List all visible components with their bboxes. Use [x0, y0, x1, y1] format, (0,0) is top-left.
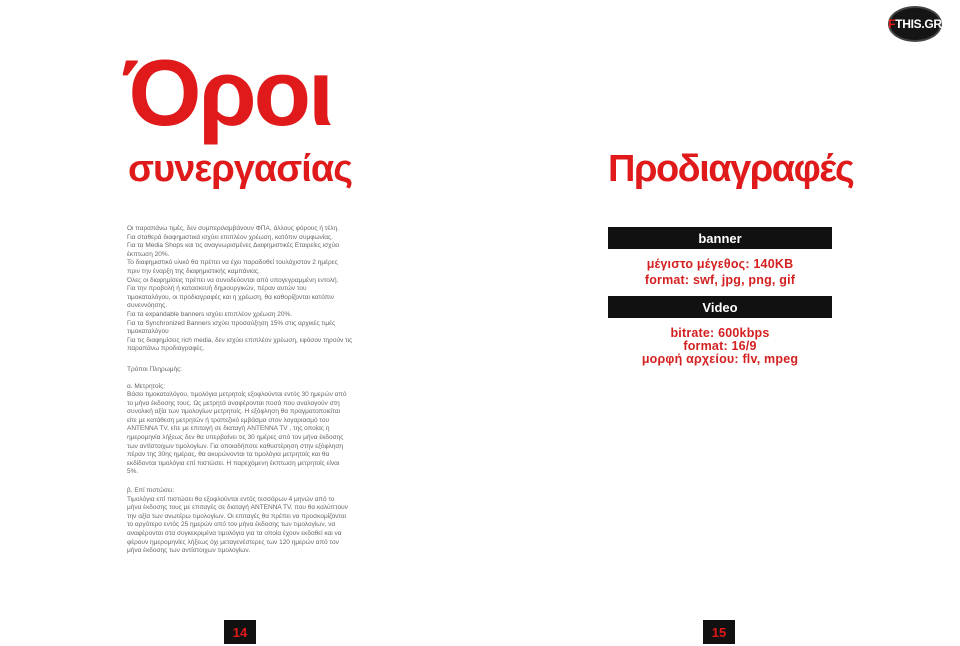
video-spec-line: μορφή αρχείου: flv, mpeg	[641, 352, 799, 366]
terms-line: Τρόποι Πληρωμής:	[127, 365, 183, 373]
terms-line: ημερομηνία λήξεως δεν θα υπερβαίνει τις 30 ημέρες από τον μήνα έκδοσης	[127, 434, 344, 442]
terms-line: πέραν της 30ης ημέρας, θα ακυρώνονται τα τιμολόγια μετρητοίς και θα	[127, 451, 330, 459]
terms-line: Το διαφημιστικό υλικό θα πρέπει να έχει παραδοθεί τουλάχιστον 2 ημέρες	[127, 259, 338, 267]
paragraph-gap	[127, 375, 361, 383]
logo-main: THIS.GR	[895, 17, 942, 31]
terms-line: παραπάνω προδιαγραφές.	[127, 345, 205, 353]
paragraph-gap	[127, 477, 361, 487]
terms-line: το μήνα έκδοσης τους. Ως μετρητά αναφέρονται ποσά που αναλογούν στη	[127, 399, 340, 407]
banner-spec-header: banner	[608, 227, 832, 249]
terms-line: πριν την έναρξη της διαφημιστικής καμπάνιας.	[127, 267, 260, 275]
terms-line: Για τα expandable banners ισχύει επιπλέον χρέωση 20%.	[127, 310, 293, 318]
terms-line: είτε με κατάθεση μετρητών ή τραπεζικό εμβάσμα στον λογαριασμό του	[127, 416, 330, 424]
terms-line: τιμοκαταλόγου	[127, 328, 169, 336]
terms-line: συνολική αξία των τιμολογίων μετρητοίς. Η εξόφληση θα πραγματοποιείται	[127, 408, 341, 416]
terms-line: ANTENNA TV, είτε με επιταγή σε διαταγή ANTENNA TV , της οποίας η	[127, 425, 330, 433]
terms-line: μήνα έκδοσης τους με επιταγές σε διαταγή ANTENNA TV, που θα καλύπτουν	[127, 504, 348, 512]
terms-line: Για την προβολή ή κατασκευή δημιουργικών, πέραν αυτών του	[127, 285, 307, 293]
logo-prefix: F	[888, 17, 896, 31]
video-spec-line: bitrate: 600kbps	[670, 326, 770, 340]
terms-line: Για τις διαφημίσεις rich media, δεν ισχύει επιπλέον χρέωση, εφόσον τηρούν τις	[127, 336, 353, 344]
terms-line: 5%.	[127, 468, 139, 476]
terms-line: Τιμολόγια επί πιστώσει θα εξοφλούνται εντός τεσσάρων 4 μηνών από το	[127, 495, 335, 503]
terms-line: τιμοκαταλόγου, οι προδιαγραφές και η χρέωση, θα καθορίζονται κατόπιν	[127, 293, 334, 301]
video-spec-header: Video	[608, 296, 832, 318]
terms-text-column	[127, 225, 361, 556]
left-page-title: Όροι	[124, 40, 332, 145]
terms-line: Για σταθερά διαφημιστικά ισχύει επιπλέον χρέωση, κατόπιν συμφωνίας.	[127, 233, 333, 241]
fthis-logo	[888, 6, 942, 42]
terms-line: Για τα Media Shops και τις αναγνωρισμένες Διαφημιστικές Εταιρείες ισχύει	[127, 242, 340, 250]
page-number-left: 14	[224, 620, 256, 644]
terms-line: συνεννόησης.	[127, 302, 168, 310]
terms-line: φέρουν ημερομηνίες λήξεως όχι μεταγενέστερες των 120 ημερών από τον	[127, 538, 339, 546]
terms-line: το αργότερο εντός 25 ημερών από τον μήνα έκδοσης των τιμολογίων, να	[127, 521, 336, 529]
right-page-title: Προδιαγραφές	[608, 148, 854, 190]
terms-line: Για τα Synchronized Banners ισχύει προσαύξηση 15% στις αρχικές τιμές	[127, 319, 336, 327]
terms-line: α. Μετρητοίς:	[127, 382, 166, 390]
terms-line: Όλες οι διαφημίσεις πρέπει να συνοδεύονται από υπογεγραμμένη εντολή.	[127, 276, 339, 284]
terms-line: μήνα έκδοσης των αντίστοιχων τιμολογίων.	[127, 547, 251, 555]
page-number-right: 15	[703, 620, 735, 644]
video-spec-line: format: 16/9	[683, 339, 757, 353]
banner-spec-line: μέγιστο μέγεθος: 140KB	[646, 257, 794, 271]
terms-line: αναφέρονται στα συγκεκριμένα τιμολόγια για τα οποία έχουν εκδοθεί και να	[127, 530, 342, 537]
paragraph-gap	[127, 354, 361, 366]
terms-line: έκπτωση 20%.	[127, 250, 170, 258]
terms-line: Οι παραπάνω τιμές, δεν συμπεριλαμβάνουν ΦΠΑ, άλλους φόρους ή τέλη.	[127, 225, 339, 232]
terms-line: β. Επί πιστώσει:	[127, 487, 175, 495]
left-page-subtitle: συνεργασίας	[128, 148, 352, 190]
banner-spec-line: format: swf, jpg, png, gif	[644, 273, 796, 287]
terms-line: Βάσει τιμοκαταλόγου, τιμολόγια μετρητοίς εξοφλούνται εντός 30 ημερών από	[127, 391, 347, 399]
terms-line: την αξία των ανωτέρω τιμολογίων. Οι επιταγές θα πρέπει να προσκομίζονται	[127, 512, 347, 520]
terms-line: εκδίδονται τιμολόγια επί πιστώσει. Η παρεχόμενη έκπτωση μετρητοίς είναι	[127, 459, 340, 467]
terms-line: των αντίστοιχων τιμολογίων. Για οποιαδήποτε καθυστέρηση στην εξόφληση	[127, 442, 344, 450]
